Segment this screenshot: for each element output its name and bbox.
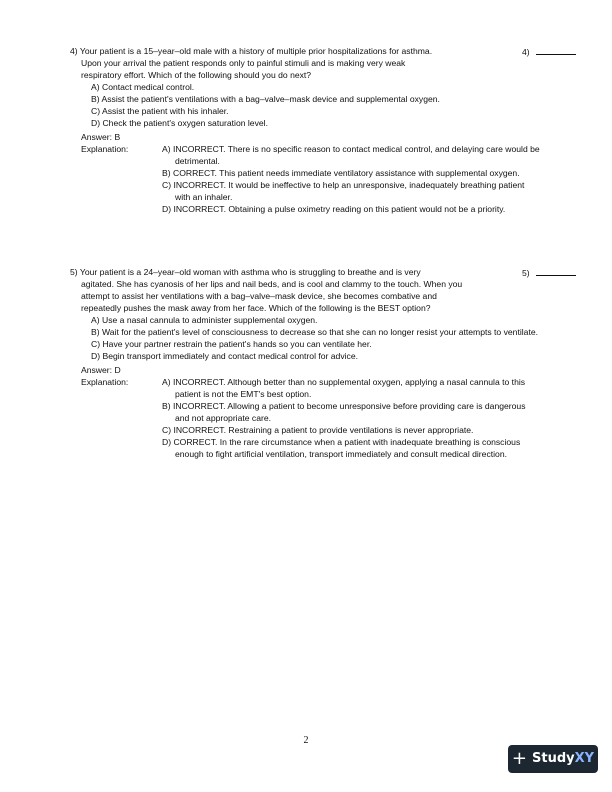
choice-b: B) Wait for the patient's level of consciousness to decrease so that she can no longer resist your attempts to ventilate. bbox=[91, 327, 538, 337]
question-stem-line: respiratory effort. Which of the following should you do next? bbox=[81, 70, 312, 80]
answer-line: Answer: B bbox=[81, 132, 121, 142]
choice-d: D) Begin transport immediately and contact medical control for advice. bbox=[91, 351, 359, 361]
question-stem-line: repeatedly pushes the mask away from her face. Which of the following is the BEST option? bbox=[81, 303, 431, 313]
explanation-b: B) CORRECT. This patient needs immediate ventilatory assistance with supplemental oxygen. bbox=[162, 168, 520, 178]
page-number: 2 bbox=[303, 735, 309, 746]
question-stem-line: attempt to assist her ventilations with a bag–valve–mask device, she becomes combative and bbox=[81, 291, 437, 301]
explanation-a: A) INCORRECT. There is no specific reason to contact medical control, and delaying care would be detrimental. bbox=[162, 144, 540, 166]
explanation-label: Explanation: bbox=[81, 144, 129, 154]
question-stem: 4) Your patient is a 15–year–old male with a history of multiple prior hospitalizations for asthma. bbox=[70, 46, 433, 56]
question-stem-line: agitated. She has cyanosis of her lips and nail beds, and is cool and clammy to the touch. When you bbox=[81, 279, 463, 289]
explanation bbox=[70, 376, 540, 460]
question-stem-line: Upon your arrival the patient responds only to painful stimuli and is making very weak bbox=[81, 58, 406, 68]
answer-blank-4[interactable]: 4) bbox=[522, 45, 576, 58]
choice-a: A) Contact medical control. bbox=[91, 82, 195, 92]
answer-choices bbox=[70, 81, 540, 129]
explanation-b: B) INCORRECT. Allowing a patient to become unresponsive before providing care is dangerous and not appropriate care. bbox=[162, 401, 526, 423]
explanation-c: C) INCORRECT. It would be ineffective to help an unresponsive, inadequately breathing patient with an inhaler. bbox=[162, 180, 525, 202]
answer-line: Answer: D bbox=[81, 365, 121, 375]
choice-d: D) Check the patient's oxygen saturation level. bbox=[91, 118, 268, 128]
studyxy-badge[interactable] bbox=[508, 745, 598, 773]
choice-a: A) Use a nasal cannula to administer supplemental oxygen. bbox=[91, 315, 318, 325]
explanation-d: D) INCORRECT. Obtaining a pulse oximetry reading on this patient would not be a priority. bbox=[162, 204, 506, 214]
choice-c: C) Assist the patient with his inhaler. bbox=[91, 106, 229, 116]
explanation bbox=[70, 143, 540, 215]
explanation-a: A) INCORRECT. Although better than no supplemental oxygen, applying a nasal cannula to this patient is not the EMT's best option. bbox=[162, 377, 526, 399]
answer-choices bbox=[70, 314, 540, 362]
plus-icon: + bbox=[511, 748, 528, 769]
answer-value: B bbox=[114, 132, 121, 142]
badge-text-main: Study bbox=[532, 751, 575, 766]
choice-c: C) Have your partner restrain the patient's hands so you can ventilate her. bbox=[91, 339, 372, 349]
explanation-d: D) CORRECT. In the rare circumstance when a patient with inadequate breathing is conscious enough to fight artificial ventilation, transport immediately and consult medical direction. bbox=[162, 437, 521, 459]
question-4 bbox=[70, 45, 540, 215]
answer-blank-5[interactable]: 5) bbox=[522, 266, 576, 279]
answer-value: D bbox=[114, 365, 121, 375]
explanation-c: C) INCORRECT. Restraining a patient to provide ventilations is never appropriate. bbox=[162, 425, 474, 435]
badge-text-accent: XY bbox=[574, 751, 595, 766]
choice-b: B) Assist the patient's ventilations with a bag–valve–mask device and supplemental oxygen. bbox=[91, 94, 440, 104]
question-5 bbox=[70, 266, 540, 460]
question-stem: 5) Your patient is a 24–year–old woman with asthma who is struggling to breathe and is very bbox=[70, 267, 421, 277]
explanation-label: Explanation: bbox=[81, 377, 129, 387]
